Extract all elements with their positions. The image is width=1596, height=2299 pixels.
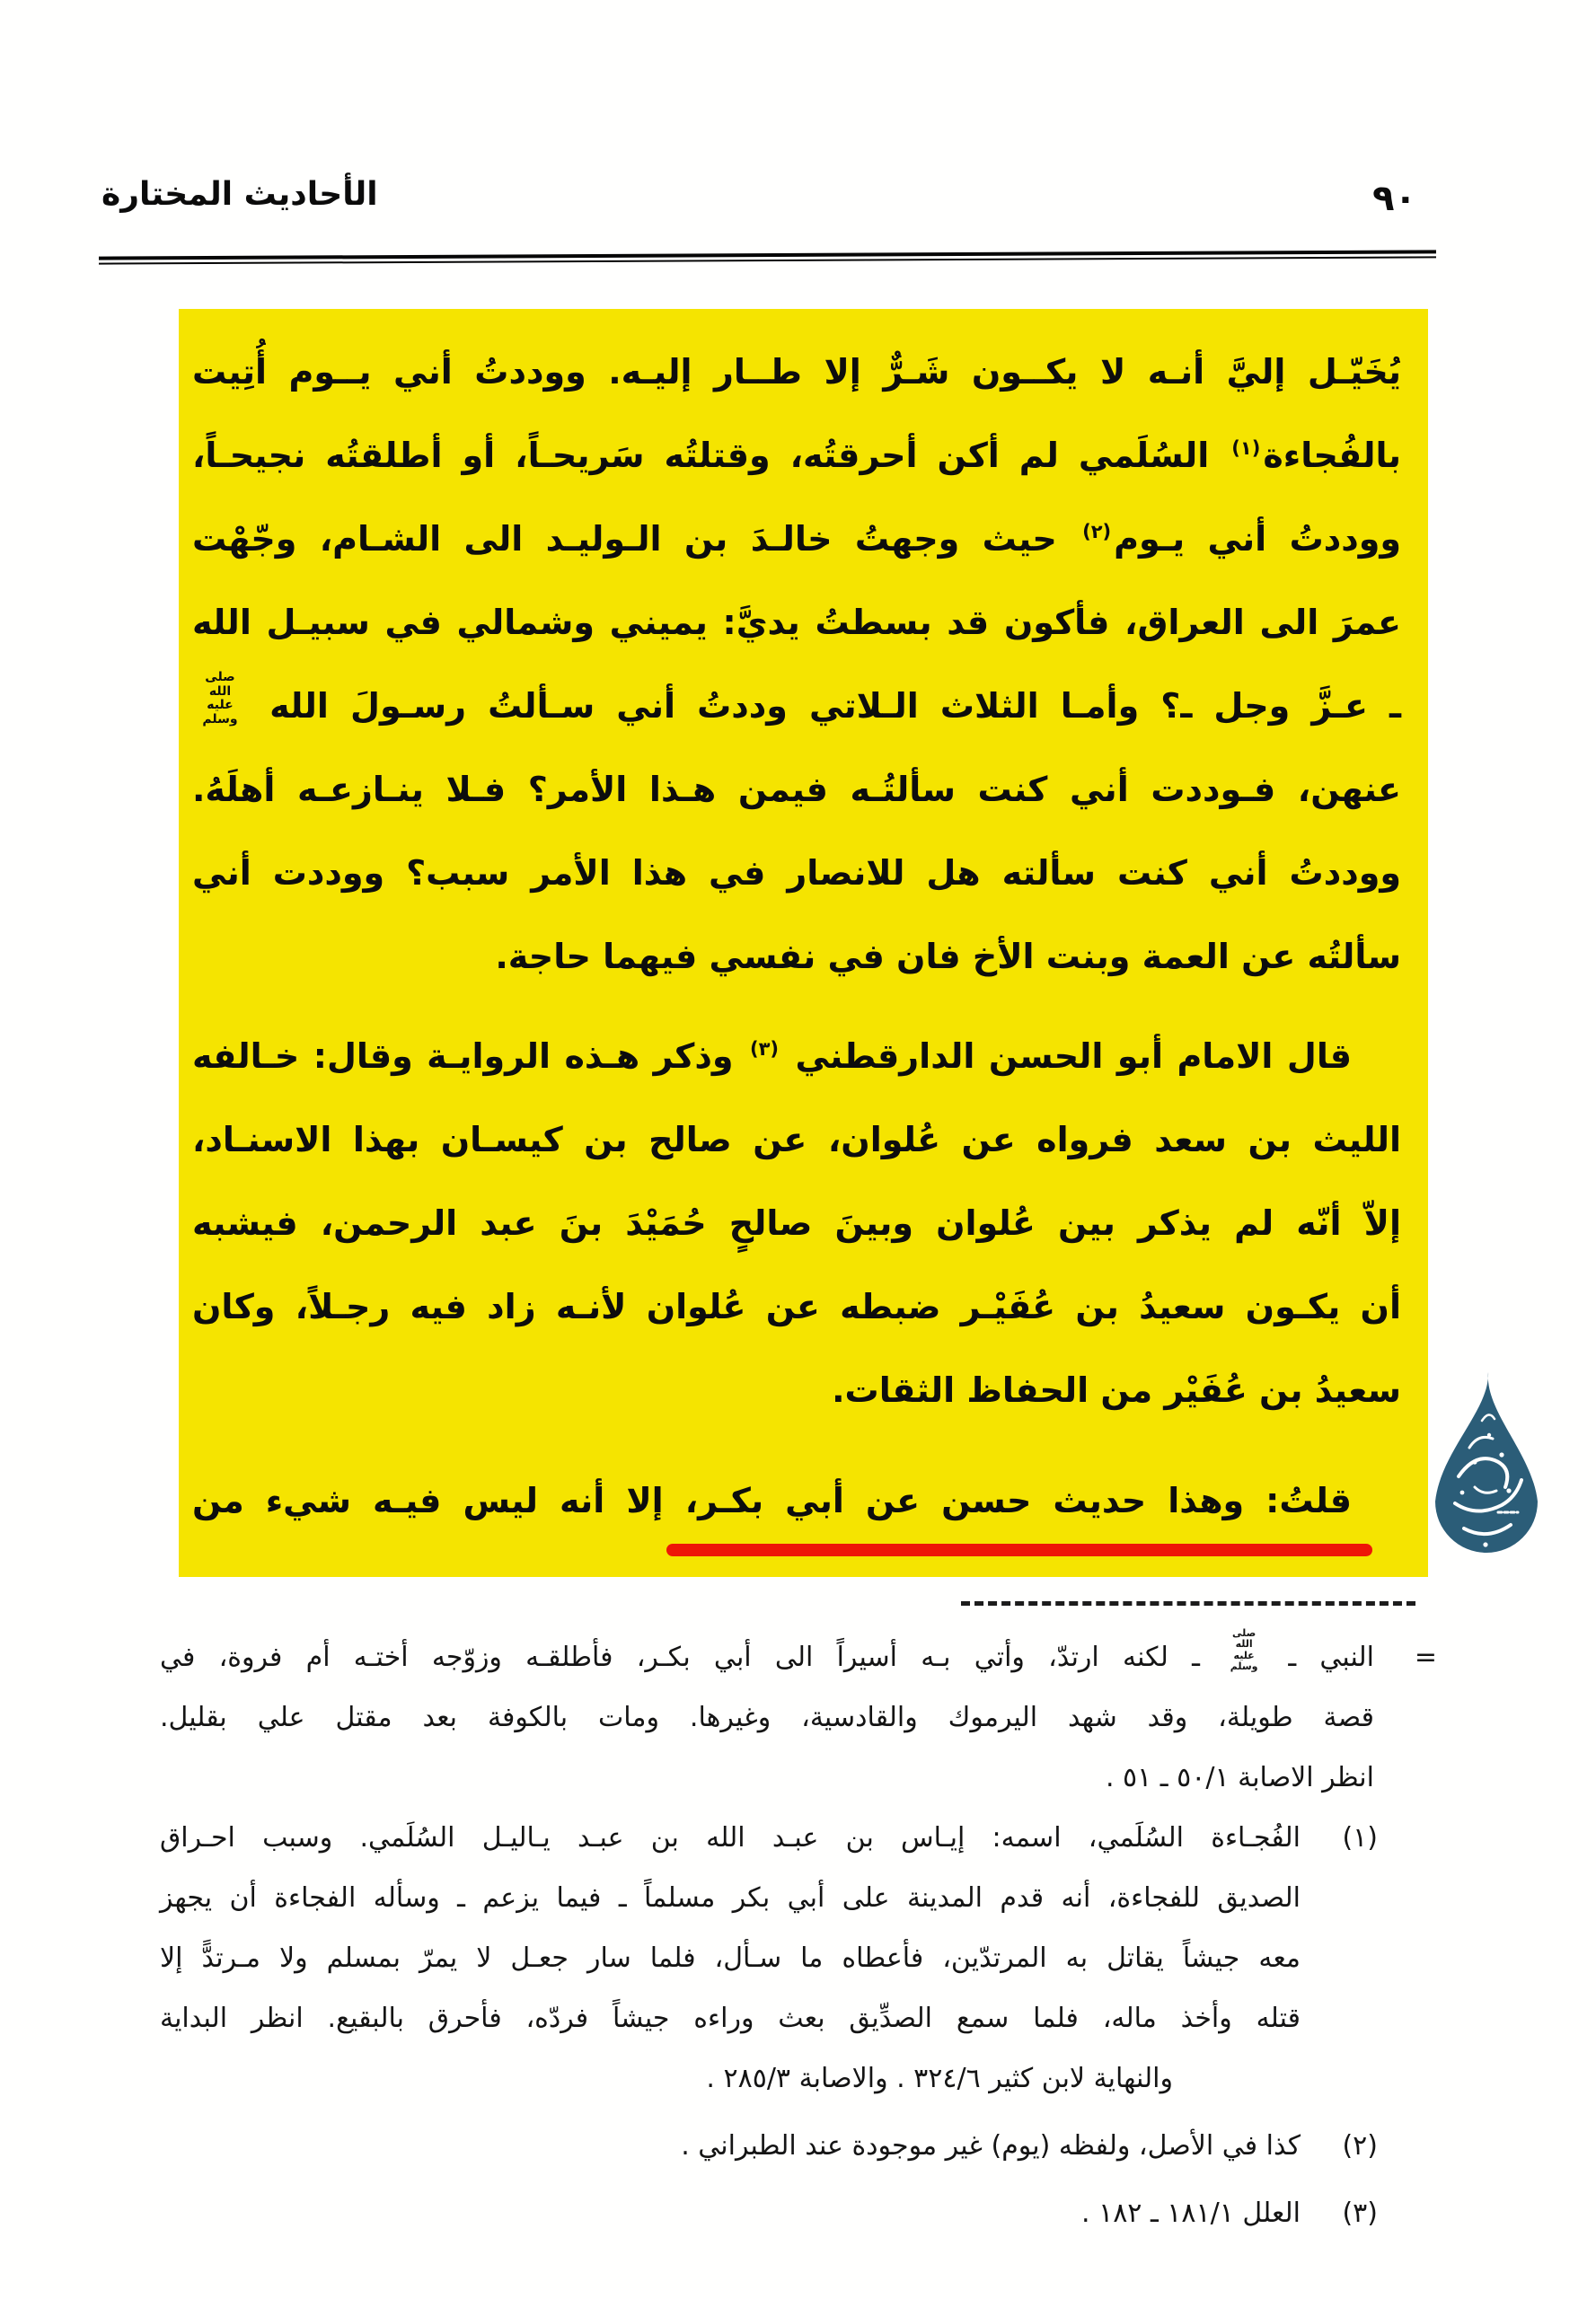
main-text-line: سألتُه عن العمة وبنت الأخ فان في نفسي فيهما حاجة.: [495, 937, 1401, 976]
footnote-marker: (٢): [1342, 2130, 1378, 2162]
footnote-reference-marker: (١): [1231, 437, 1261, 460]
highlighted-text-block: [179, 309, 1428, 1577]
footnote-item: [160, 2183, 1437, 2243]
drop-shape: [1435, 1372, 1538, 1553]
footnote-line: الفُجـاءة السُلَمي، اسمه: إيـاس بن عبـد الله بن عبـد يـاليـل السُلَمي. وسبب احـراق: [160, 1822, 1301, 1854]
footnote-line: قصة طويلة، وقد شهد اليرموك والقادسية، وغيرها. ومات بالكوفة بعد مقتل علي بقليل.: [160, 1702, 1374, 1733]
main-text-line: بالفُجاءة$^{(١)}$ السُلَمي لم أكن أحرقتُه، وقتلتُه سَريحـاً، أو أطلقتُه نجيحـاً،: [192, 436, 1401, 475]
footnote-line: النبي ـ صلى الله عليه وسلم ـ لكنه ارتدّ، وأتي بـه أسيراً الى أبي بكـر، فأطلقـه وزوّجه أختـه أم فروة، في: [160, 1627, 1374, 1673]
footnote-line: انظر الاصابة ٥٠/١ ـ ٥١ .: [1105, 1762, 1374, 1793]
main-text-line: ـ عـزَّ وجل ـ؟ وأمـا الثلاث الـلاتي وددتُ أني سـألتُ رسـولَ الله صلى الله عليه وسلم: [192, 665, 1401, 748]
footnote-line: والنهاية لابن كثير ٣٢٤/٦ . والاصابة ٢٨٥/٣ .: [706, 2063, 1173, 2094]
main-text-line: يُخَيّـل إليَّ أنـه لا يكــون شَـرٌّ إلا طــار إليـه. ووددتُ أني يــوم أُتِيت: [192, 352, 1401, 392]
footnotes-section: [160, 1627, 1437, 2243]
main-text-line: الليث بن سعد فرواه عن عُلوان، عن صالح بن كيسـان بهذا الاسنـاد،: [192, 1120, 1401, 1159]
footnote-line: قتله وأخذ ماله، فلما سمع الصدِّيق بعث وراءه جيشاً فردّه، فأحرق بالبقيع. انظر البداية: [160, 2003, 1301, 2034]
footnote-text: [160, 2183, 1301, 2243]
footnote-line: كذا في الأصل، ولفظه (يوم) غير موجودة عند الطبراني .: [681, 2130, 1301, 2162]
footnote-text: [160, 1808, 1301, 2109]
honorific-saw: صلى الله عليه وسلم: [1230, 1627, 1258, 1672]
footnote-separator-dashed: [961, 1601, 1415, 1606]
main-text-line: قلتُ: وهذا حديث حسن عن أبي بكـر، إلا أنه ليس فيـه شيء من: [192, 1481, 1352, 1520]
footnote-line: معه جيشاً يقاتل به المرتدّين، فأعطاه ما سـأل، فلما سار جعـل لا يمرّ بمسلم ولا مـرتدًّ إلا: [160, 1942, 1301, 1974]
running-head-title: الأحاديث المختارة: [101, 176, 378, 213]
main-text-line: ووددتُ أني كنت سألته هل للانصار في هذا الأمر سبب؟ ووددت أني: [192, 853, 1401, 893]
page-number: ٩٠: [1372, 178, 1416, 219]
main-text-line: عنهن، فـوددت أني كنت سألتُـه فيمن هـذا الأمر؟ فـلا ينـازعـه أهلَهُ.: [192, 770, 1401, 809]
footnote-line: الصديق للفجاءة، أنه قدم المدينة على أبي بكر مسلماً ـ فيما يزعم ـ وسأله الفجاءة أن يجهز: [160, 1882, 1301, 1914]
footnote-reference-marker: (٣): [749, 1038, 779, 1061]
footnote-marker: (٣): [1342, 2198, 1378, 2229]
footnote-marker: (١): [1342, 1822, 1378, 1854]
footnote-text: [160, 2116, 1301, 2176]
footnote-item: [160, 1808, 1437, 2109]
footnote-marker: =: [1414, 1642, 1437, 1673]
main-text-line: ووددتُ أني يـوم$^{(٢)}$ حيث وجهتُ خالـدَ بن الـوليـد الى الشـام، وجّهْت: [192, 519, 1401, 559]
footnote-reference-marker: (٢): [1082, 521, 1112, 543]
footnote-item: [160, 1627, 1437, 1808]
main-text-line: أن يكـون سعيدُ بن عُفَيْـر ضبطه عن عُلوان لأنـه زاد فيه رجـلاً، وكان: [192, 1287, 1401, 1326]
main-text-line: عمرَ الى العراق، فأكون قد بسطتُ يديَّ: يميني وشمالي في سبيـل الله: [192, 603, 1401, 642]
main-text-line: إلاّ أنّه لم يذكر بين عُلوان وبينَ صالحٍ حُمَيْدَ بنَ عبد الرحمن، فيشبه: [192, 1203, 1401, 1243]
header-rule: [99, 250, 1436, 264]
watermark-drop-logo: [1423, 1369, 1550, 1577]
main-text-line: قال الامام أبو الحسن الدارقطني $^{(٣)}$ وذكر هـذه الروايـة وقال: خـالفه: [192, 1036, 1352, 1076]
red-underline-annotation: [666, 1544, 1372, 1556]
footnote-line: العلل ١٨١/١ ـ ١٨٢ .: [1081, 2198, 1301, 2229]
footnote-text: [160, 1627, 1374, 1808]
main-text-line: سعيدُ بن عُفَيْر من الحفاظ الثقات.: [832, 1370, 1401, 1410]
footnote-item: [160, 2116, 1437, 2176]
honorific-saw: صلى الله عليه وسلم: [202, 669, 238, 727]
